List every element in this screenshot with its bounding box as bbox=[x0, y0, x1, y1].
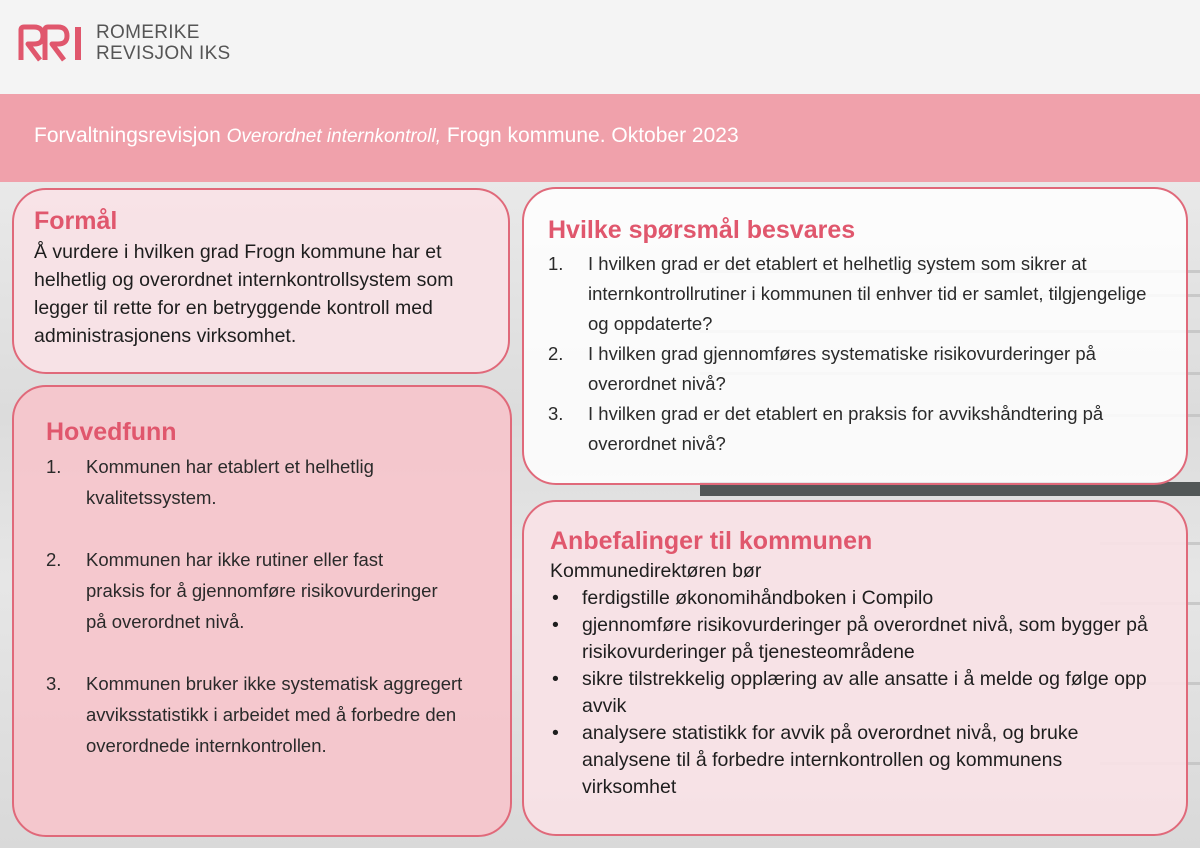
list-item bbox=[46, 451, 436, 513]
anbefalinger-list bbox=[550, 585, 1150, 801]
anbefalinger-title: Anbefalinger til kommunen bbox=[550, 527, 873, 555]
item-text: I hvilken grad gjennomføres systematiske risikovurderinger på overordnet nivå? bbox=[588, 343, 1096, 394]
formal-text: Å vurdere i hvilken grad Frogn kommune har et helhetlig og overordnet internkontrollsystem som legger til rette for en betryggende kontroll med administrasjonens virksomhet. bbox=[34, 241, 454, 347]
item-text: I hvilken grad er det etablert en praksis for avvikshåndtering på overordnet nivå? bbox=[588, 403, 1104, 454]
bullet-icon: • bbox=[552, 668, 559, 690]
banner-prefix: Forvaltningsrevisjon bbox=[34, 124, 227, 147]
banner-suffix: Frogn kommune. Oktober 2023 bbox=[440, 124, 739, 147]
item-number: 2. bbox=[548, 343, 564, 364]
anbefalinger-card bbox=[522, 500, 1188, 836]
list-item bbox=[46, 668, 486, 761]
item-text: analysere statistikk for avvik på overordnet nivå, og bruke analysene til å forbedre internkontrollen og kommunens virksomhet bbox=[582, 722, 1079, 798]
anbefalinger-intro: Kommunedirektøren bør bbox=[550, 560, 762, 582]
logo-line-1: ROMERIKE bbox=[96, 22, 200, 43]
item-text: Kommunen har ikke rutiner eller fast praksis for å gjennomføre risikovurderinger på overordnet nivå. bbox=[86, 549, 438, 632]
item-text: gjennomføre risikovurderinger på overordnet nivå, som bygger på risikovurderinger på tjenesteområdene bbox=[582, 614, 1148, 663]
item-number: 2. bbox=[46, 549, 62, 570]
list-item bbox=[550, 720, 1150, 801]
list-item bbox=[548, 399, 1168, 459]
item-text: Kommunen har etablert et helhetlig kvalitetssystem. bbox=[86, 456, 374, 508]
sporsmal-title: Hvilke spørsmål besvares bbox=[548, 216, 856, 244]
hovedfunn-title: Hovedfunn bbox=[46, 418, 177, 446]
banner-title bbox=[34, 124, 739, 148]
bullet-icon: • bbox=[552, 614, 559, 636]
page-header bbox=[0, 0, 1200, 94]
banner-italic: Overordnet internkontroll, bbox=[226, 126, 441, 147]
formal-card bbox=[12, 188, 510, 374]
list-item bbox=[550, 612, 1150, 666]
list-item bbox=[46, 544, 446, 637]
hovedfunn-list bbox=[46, 451, 490, 761]
logo-line-2: REVISJON IKS bbox=[96, 43, 231, 64]
item-number: 3. bbox=[548, 403, 564, 424]
item-number: 1. bbox=[548, 253, 564, 274]
formal-title: Formål bbox=[34, 207, 118, 235]
sporsmal-card bbox=[522, 187, 1188, 485]
logo-text bbox=[96, 22, 231, 64]
bullet-icon: • bbox=[552, 722, 559, 744]
item-text: sikre tilstrekkelig opplæring av alle ansatte i å melde og følge opp avvik bbox=[582, 668, 1147, 717]
list-item bbox=[550, 666, 1150, 720]
item-text: Kommunen bruker ikke systematisk aggregert avviksstatistikk i arbeidet med å forbedre den overordnede internkontrollen. bbox=[86, 673, 463, 756]
item-number: 1. bbox=[46, 456, 62, 477]
item-number: 3. bbox=[46, 673, 62, 694]
item-text: I hvilken grad er det etablert et helhetlig system som sikrer at internkontrollrutiner i kommunen til enhver tid er samlet, tilgjengelige og oppdaterte? bbox=[588, 253, 1147, 334]
rri-logo bbox=[18, 22, 231, 64]
list-item bbox=[550, 585, 1150, 612]
rri-logo-icon bbox=[18, 24, 86, 62]
list-item bbox=[548, 249, 1168, 339]
bullet-icon: • bbox=[552, 587, 559, 609]
item-text: ferdigstille økonomihåndboken i Compilo bbox=[582, 587, 934, 609]
sporsmal-list bbox=[548, 249, 1166, 459]
list-item bbox=[548, 339, 1168, 399]
hovedfunn-card bbox=[12, 385, 512, 837]
